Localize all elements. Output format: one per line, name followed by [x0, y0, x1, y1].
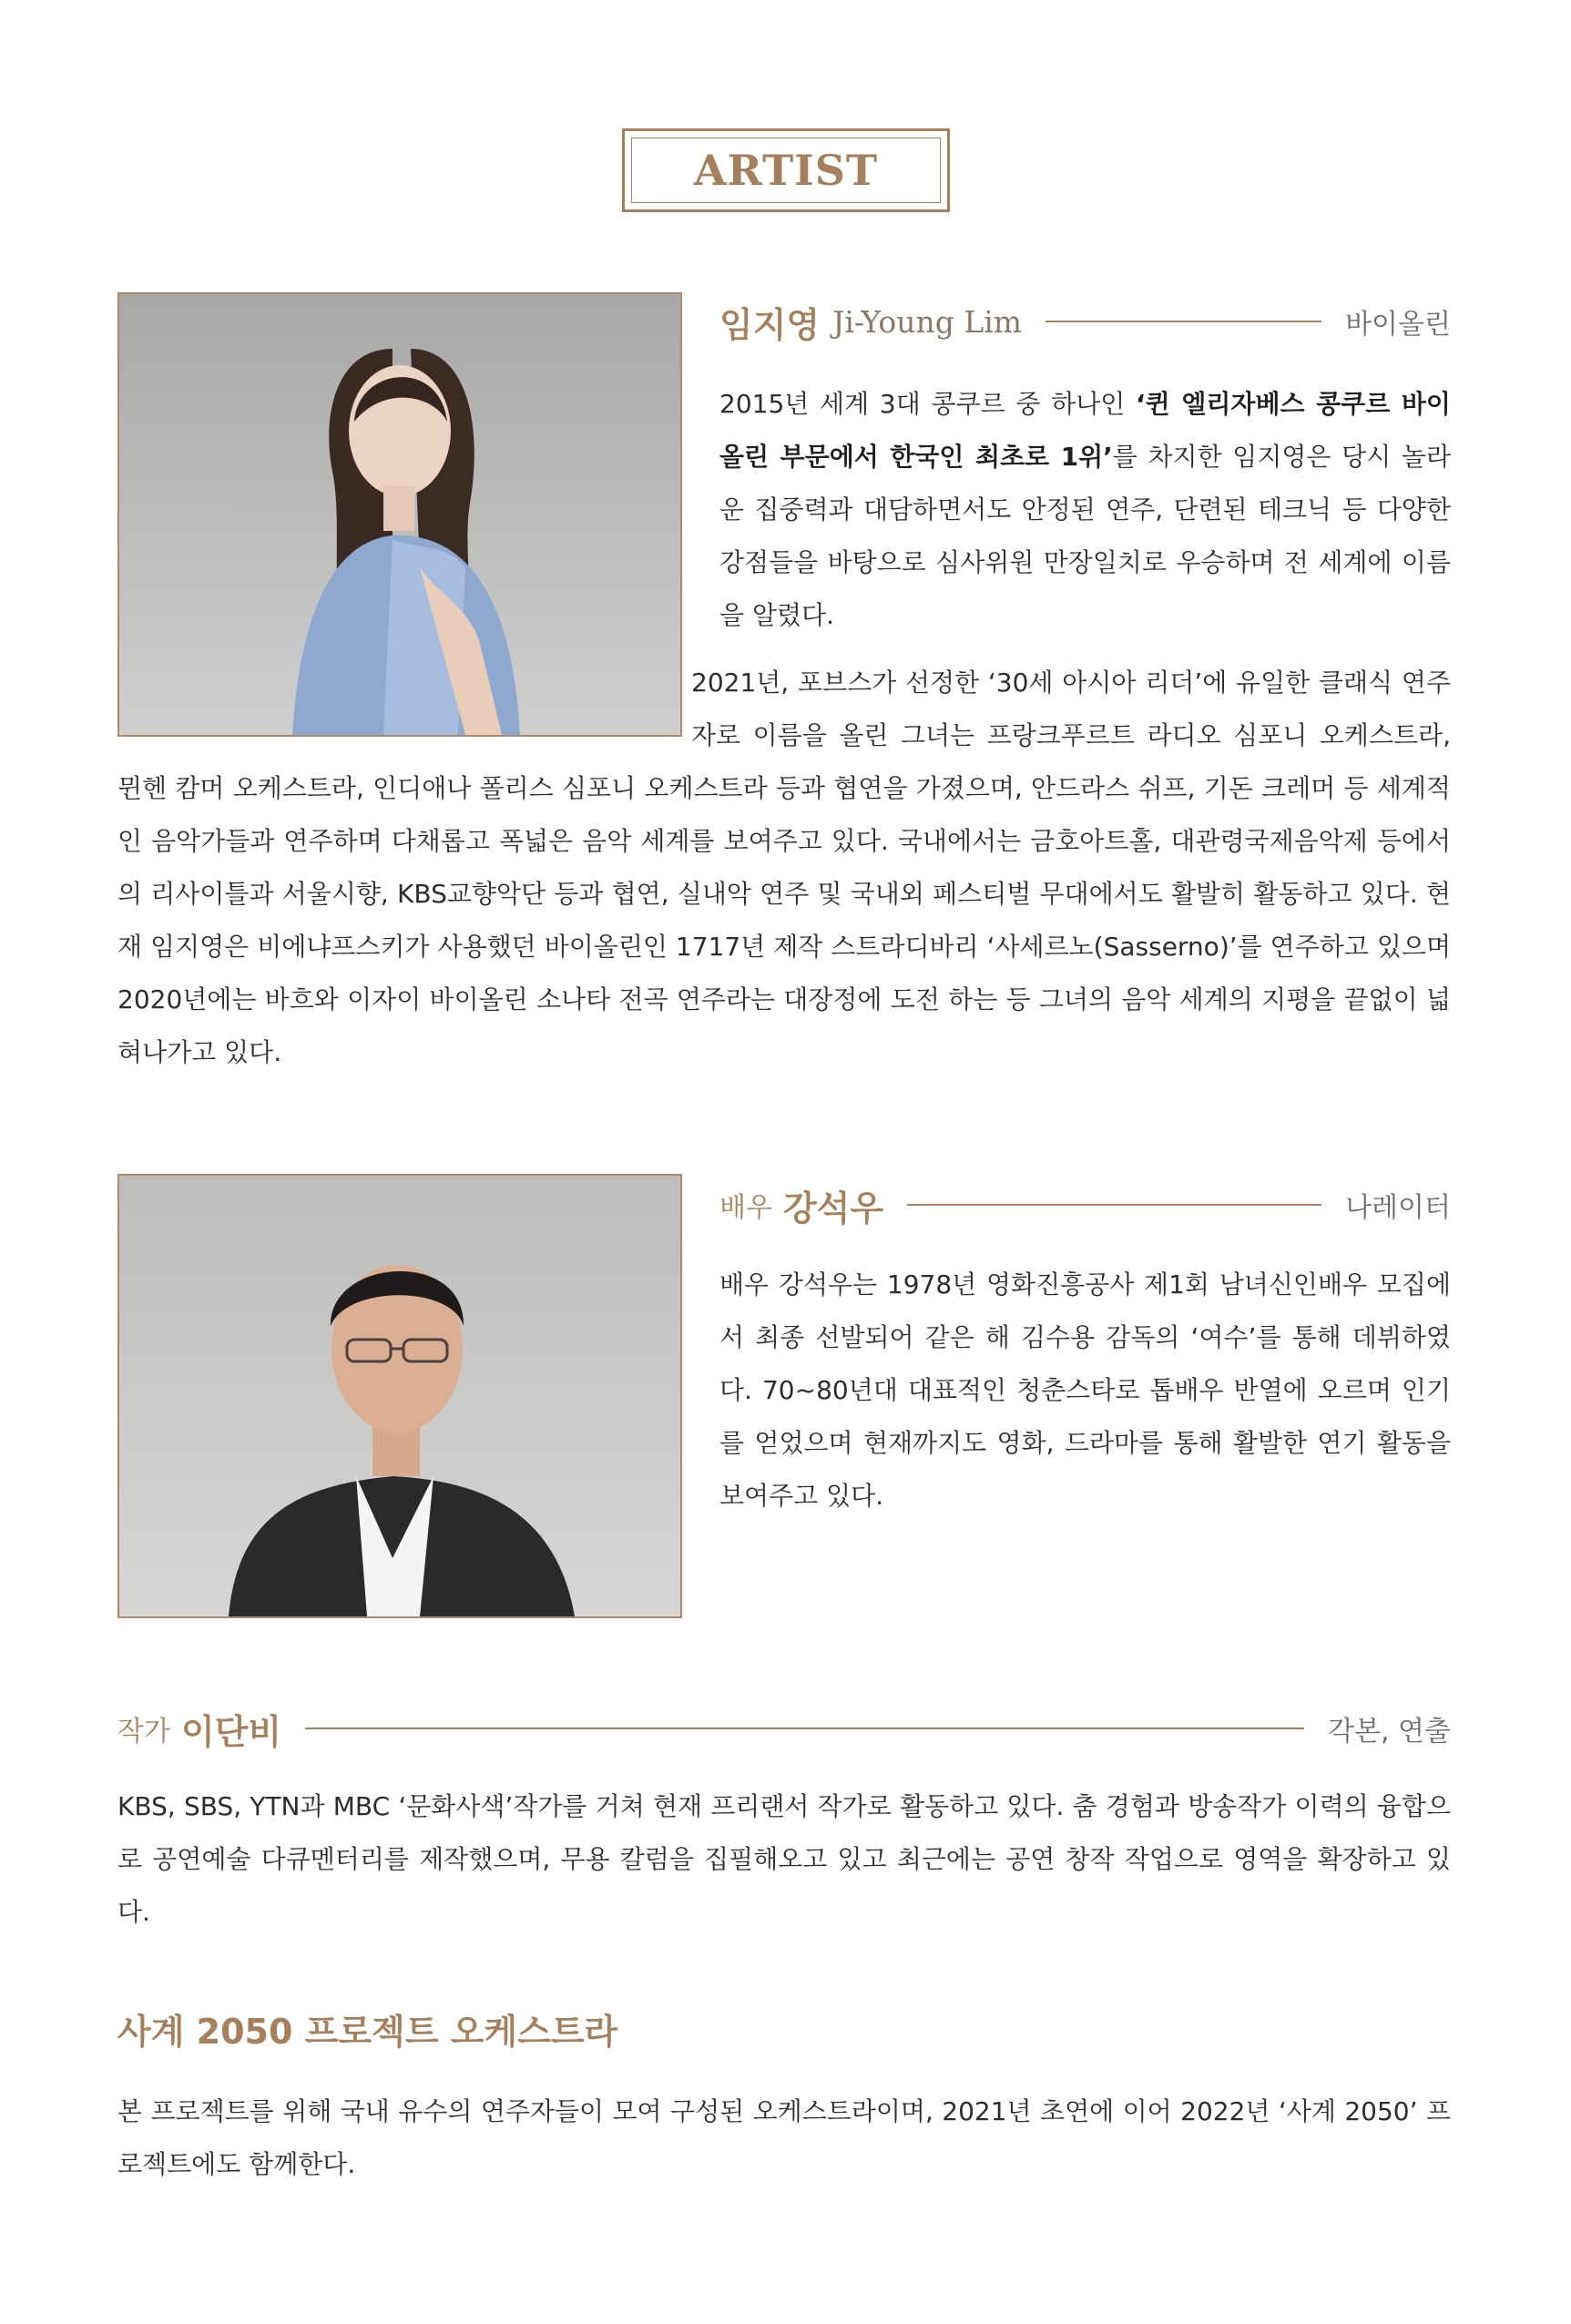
artist1-bio1-highlight: ‘퀸 엘리자베스 콩쿠르 바이올린 부문에서 한국인 최초로 1위’ [719, 389, 1451, 472]
artist3-name-row [117, 1703, 1451, 1754]
artist2-divider [907, 1204, 1321, 1206]
artist2-prefix: 배우 [719, 1192, 772, 1224]
artist2-photo [117, 1174, 682, 1618]
artist1-role: 바이올린 [1345, 309, 1451, 341]
artist1-name-en: Ji-Young Lim [832, 303, 1023, 340]
artist1-divider [1046, 321, 1321, 322]
artist3-divider [305, 1728, 1304, 1729]
artist1-bio1 [719, 378, 1451, 642]
artist1-bio2-wrap [117, 657, 1451, 1079]
artist1-photo-spacer [117, 657, 691, 737]
artist1-name-row [719, 296, 1451, 347]
artist2-role: 나레이터 [1345, 1192, 1451, 1224]
artist2-name-row [719, 1179, 1451, 1230]
orchestra-bio: 본 프로젝트를 위해 국내 유수의 연주자들이 모여 구성된 오케스트라이며, 2021년 초연에 이어 2022년 ‘사계 2050’ 프로젝트에도 함께한다. [117, 2096, 1451, 2179]
artist-header-frame [622, 128, 950, 212]
artist2-portrait-illustration [119, 1176, 680, 1616]
artist1-bio1-post: 를 차지한 임지영은 당시 놀라운 집중력과 대담하면서도 안정된 연주, 단련된 테크닉 등 다양한 강점들을 바탕으로 심사위원 만장일치로 우승하며 전 세계에 이름을 알렸다. [719, 442, 1451, 630]
orchestra-title: 사계 2050 프로젝트 오케스트라 [117, 2012, 618, 2052]
artist3-role: 각본, 연출 [1328, 1716, 1451, 1748]
artist3-prefix: 작가 [117, 1716, 170, 1748]
artist1-name-ko: 임지영 [719, 304, 821, 345]
artist2-name-ko: 강석우 [782, 1187, 884, 1228]
artist2-bio: 배우 강석우는 1978년 영화진흥공사 제1회 남녀신인배우 모집에서 최종 선발되어 같은 해 김수용 감독의 ‘여수’를 통해 데뷔하였다. 70~80년대 대표적인 청춘스타로 톱배우 반열에 오르며 인기를 얻었으며 현재까지도 영화, 드라마를 통해 활발한 연기 활동을 보여주고 있다. [719, 1269, 1451, 1511]
artist1-bio1-pre: 2015년 세계 3대 콩쿠르 중 하나인 [719, 389, 1137, 419]
artist3-bio: KBS, SBS, YTN과 MBC ‘문화사색’작가를 거쳐 현재 프리랜서 작가로 활동하고 있다. 춤 경험과 방송작가 이력의 융합으로 공연예술 다큐멘터리를 제작했으며, 무용 칼럼을 집필해오고 있고 최근에는 공연 창작 작업으로 영역을 확장하고 있다. [117, 1791, 1451, 1927]
artist1-bio2: 2021년, 포브스가 선정한 ‘30세 아시아 리더’에 유일한 클래식 연주자로 이름을 올린 그녀는 프랑크푸르트 라디오 심포니 오케스트라, 뮌헨 캄머 오케스트라, 인디애나 폴리스 심포니 오케스트라 등과 협연을 가졌으며, 안드라스 쉬프, 기돈 크레머 등 세계적인 음악가들과 연주하며 다채롭고 폭넓은 음악 세계를 보여주고 있다. 국내에서는 금호아트홀, 대관령국제음악제 등에서의 리사이틀과 서울시향, KBS교향악단 등과 협연, 실내악 연주 및 국내외 페스티벌 무대에서도 활발히 활동하고 있다. 현재 임지영은 비에냐프스키가 사용했던 바이올린인 1717년 제작 스트라디바리 ‘사세르노(Sasserno)’를 연주하고 있으며 2020년에는 바흐와 이자이 바이올린 소나타 전곡 연주라는 대장정에 도전 하는 등 그녀의 음악 세계의 지평을 끝없이 넓혀나가고 있다. [117, 668, 1451, 1067]
artist-header-title: ARTIST [693, 146, 879, 195]
artist3-name-ko: 이단비 [180, 1711, 282, 1752]
